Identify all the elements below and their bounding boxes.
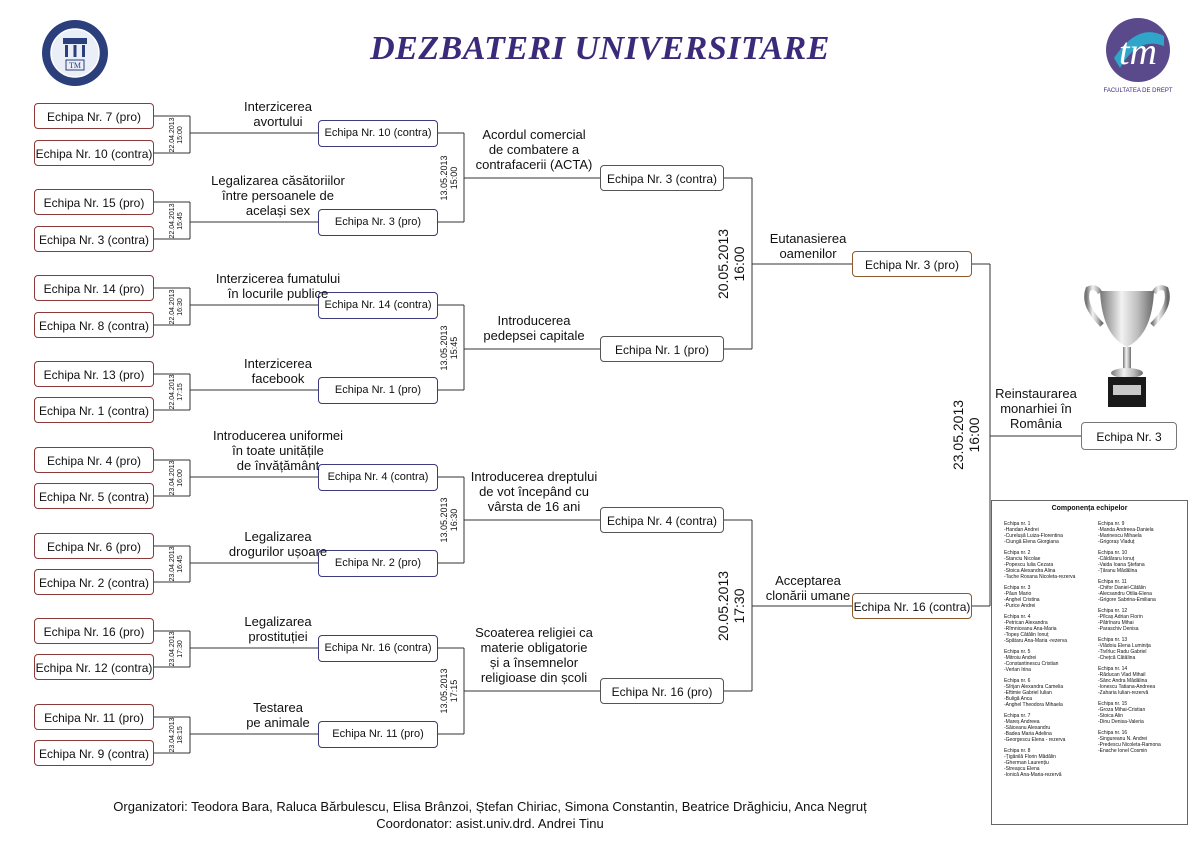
legend-member: -Sânc Andra Mădălina bbox=[1098, 678, 1148, 684]
round3-date bbox=[715, 564, 747, 648]
legend-member: -Groza Mihai-Cristian bbox=[1098, 707, 1146, 713]
topic-line: Acordul comercial bbox=[482, 127, 586, 142]
legend-member: -Răducan Vlad Mihail bbox=[1098, 672, 1146, 678]
champion-box: Echipa Nr. 3 bbox=[1081, 422, 1177, 450]
legend-member: -Stoica Alexandra Alina bbox=[1004, 568, 1056, 574]
round3-team-box: Echipa Nr. 16 (pro) bbox=[600, 678, 724, 704]
final-date bbox=[950, 393, 982, 477]
round1-date bbox=[169, 542, 185, 586]
legend-column-right bbox=[1098, 521, 1190, 759]
legend-member: -Stanciu Nicolae bbox=[1004, 556, 1041, 562]
legend-member: -Badea Maria Adelina bbox=[1004, 731, 1052, 737]
match-date: 22.04.2013 bbox=[169, 374, 176, 410]
legend-member: -Țăranu Mădălina bbox=[1098, 568, 1138, 574]
legend-member: -Predescu Nicoleta-Ramona bbox=[1098, 742, 1161, 748]
round2-topic bbox=[444, 469, 624, 514]
legend-team-name: Echipa nr. 11 bbox=[1098, 579, 1127, 585]
faculty-logo-icon bbox=[1102, 16, 1174, 94]
legend-member: -Păun Mario bbox=[1004, 591, 1032, 597]
legend-team bbox=[1098, 521, 1190, 545]
topic-line: Interzicerea fumatului bbox=[215, 271, 341, 286]
teams-legend bbox=[991, 500, 1188, 825]
topic-line: Scoaterea religiei ca bbox=[475, 625, 593, 640]
topic-line: Legalizarea bbox=[244, 614, 312, 629]
topic-line: religioase din școli bbox=[480, 670, 588, 685]
round3-team-box: Echipa Nr. 4 (contra) bbox=[600, 507, 724, 533]
match-time: 15:45 bbox=[449, 336, 459, 359]
topic-line: de combatere a bbox=[488, 142, 580, 157]
topic-line: Introducerea dreptului bbox=[470, 469, 598, 484]
match-time: 16:00 bbox=[966, 417, 982, 453]
legend-team bbox=[1004, 521, 1096, 545]
legend-member: -Popescu Iulia Cezara bbox=[1004, 562, 1054, 568]
legend-member: -Ciungă Elena Giorgiana bbox=[1004, 539, 1059, 545]
round1-team-box: Echipa Nr. 3 (contra) bbox=[34, 226, 154, 252]
round1-team-box: Echipa Nr. 10 (contra) bbox=[34, 140, 154, 166]
round1-topic bbox=[188, 529, 368, 559]
round1-topic bbox=[188, 614, 368, 644]
round1-date bbox=[169, 627, 185, 671]
legend-member: -Tache Roxana Nicoleta-rezerva bbox=[1004, 574, 1076, 580]
legend-team-name: Echipa nr. 12 bbox=[1098, 608, 1128, 614]
match-date: 13.05.2013 bbox=[439, 497, 449, 543]
legend-member: -Verlan Irina bbox=[1004, 667, 1031, 673]
round1-team-box: Echipa Nr. 13 (pro) bbox=[34, 361, 154, 387]
legend-member: -Săiceanu Alexandru bbox=[1004, 725, 1051, 731]
round1-team-box: Echipa Nr. 9 (contra) bbox=[34, 740, 154, 766]
topic-line: materie obligatorie bbox=[480, 640, 588, 655]
legend-team-name: Echipa nr. 10 bbox=[1098, 550, 1128, 556]
round1-team-box: Echipa Nr. 8 (contra) bbox=[34, 312, 154, 338]
topic-line: vârsta de 16 ani bbox=[487, 499, 581, 514]
round1-topic bbox=[188, 356, 368, 386]
topic-line: pedepsei capitale bbox=[483, 328, 585, 343]
legend-member: -Dinu Denisa-Valeria bbox=[1098, 719, 1144, 725]
match-date: 22.04.2013 bbox=[169, 202, 176, 239]
legend-member: -Curelușă Luiza-Florentina bbox=[1004, 533, 1063, 539]
legend-team-name: Echipa nr. 16 bbox=[1098, 730, 1128, 736]
topic-line: monarhiei în bbox=[1000, 401, 1072, 416]
legend-member: -Petrican Alexandra bbox=[1004, 620, 1048, 626]
legend-member: -Spătaru Ana-Maria -rezerva bbox=[1004, 638, 1068, 644]
legend-member: -Paraschiv Denisa bbox=[1098, 626, 1139, 632]
match-time: 16:45 bbox=[177, 555, 184, 573]
match-time: 16:30 bbox=[449, 508, 459, 532]
round1-topic bbox=[188, 700, 368, 730]
topic-line: Legalizarea bbox=[244, 529, 312, 544]
legend-member: -Chifor Daniel-Cătălin bbox=[1098, 585, 1146, 591]
round1-date bbox=[169, 113, 185, 157]
round1-team-box: Echipa Nr. 11 (pro) bbox=[34, 704, 154, 730]
match-date: 23.04.2013 bbox=[169, 546, 176, 582]
topic-line: Legalizarea căsătoriilor bbox=[211, 173, 345, 188]
topic-line: Introducerea bbox=[497, 313, 571, 328]
legend-team-name: Echipa nr. 3 bbox=[1004, 585, 1031, 591]
match-time: 16:00 bbox=[177, 469, 184, 487]
legend-member: -Ionescu Tatiana-Andreea bbox=[1098, 684, 1156, 690]
legend-member: -Mareș Andreea bbox=[1004, 719, 1040, 725]
topic-line: între persoanele de bbox=[221, 188, 335, 203]
faculty-caption: FACULTATEA DE DREPT bbox=[1103, 88, 1173, 94]
legend-team-name: Echipa nr. 5 bbox=[1004, 649, 1031, 655]
round2-topic bbox=[444, 127, 624, 172]
legend-team-name: Echipa nr. 8 bbox=[1004, 748, 1031, 754]
legend-team bbox=[1004, 713, 1096, 743]
match-date: 23.04.2013 bbox=[169, 717, 176, 753]
topic-line: Eutanasierea bbox=[769, 231, 847, 246]
topic-line: oamenilor bbox=[779, 246, 837, 261]
match-date: 23.04.2013 bbox=[169, 631, 176, 667]
legend-member: -Vaida Ioana Ștefana bbox=[1098, 562, 1145, 568]
round3-team-box: Echipa Nr. 3 (contra) bbox=[600, 165, 724, 191]
legend-team bbox=[1004, 550, 1096, 580]
round1-date bbox=[169, 713, 185, 757]
match-time: 16:30 bbox=[177, 297, 184, 316]
legend-member: -Zaharia Iulian-rezervă bbox=[1098, 690, 1149, 696]
round2-topic bbox=[444, 625, 624, 685]
legend-member: -Marinescu Mihaela bbox=[1098, 533, 1142, 539]
legend-team bbox=[1098, 730, 1190, 754]
topic-line: în locurile publice bbox=[227, 286, 329, 301]
legend-member: -Tivîrluc Radu Gabriel bbox=[1098, 649, 1147, 655]
legend-member: -Stoica Alin bbox=[1098, 713, 1124, 719]
legend-team bbox=[1098, 608, 1190, 632]
match-time: 15:00 bbox=[449, 166, 459, 189]
round1-team-box: Echipa Nr. 5 (contra) bbox=[34, 483, 154, 509]
legend-team-name: Echipa nr. 2 bbox=[1004, 550, 1031, 556]
topic-line: prostituției bbox=[248, 629, 308, 644]
match-time: 17:30 bbox=[731, 587, 747, 624]
legend-team bbox=[1004, 678, 1096, 708]
legend-team-name: Echipa nr. 15 bbox=[1098, 701, 1128, 707]
legend-member: -Căldăraru Ionuț bbox=[1098, 556, 1135, 562]
round2-date bbox=[439, 316, 459, 380]
legend-column-left bbox=[1004, 521, 1096, 783]
legend-member: -Grigoraș Vladuț bbox=[1098, 539, 1135, 545]
legend-member: -Topeș Cătălin Ionuț bbox=[1004, 632, 1049, 638]
topic-line: Testarea bbox=[253, 700, 303, 715]
legend-team bbox=[1098, 550, 1190, 574]
topic-line: de învățământ bbox=[236, 458, 320, 473]
coordinator-text: Coordonator: asist.univ.drd. Andrei Tinu bbox=[376, 816, 604, 831]
legend-team-name: Echipa nr. 6 bbox=[1004, 678, 1031, 684]
legend-team-name: Echipa nr. 14 bbox=[1098, 666, 1128, 672]
round3-date bbox=[715, 222, 747, 306]
legend-team bbox=[1004, 649, 1096, 673]
round3-team-box: Echipa Nr. 1 (pro) bbox=[600, 336, 724, 362]
round1-team-box: Echipa Nr. 16 (pro) bbox=[34, 618, 154, 644]
round1-team-box: Echipa Nr. 1 (contra) bbox=[34, 397, 154, 423]
round2-team-box: Echipa Nr. 10 (contra) bbox=[318, 120, 438, 147]
topic-line: același sex bbox=[245, 203, 311, 218]
round2-team-box: Echipa Nr. 3 (pro) bbox=[318, 209, 438, 236]
legend-member: -Vlădoiu Elena Luminița bbox=[1098, 643, 1151, 649]
legend-member: -Chețcă Cătălina bbox=[1098, 655, 1136, 661]
round1-team-box: Echipa Nr. 15 (pro) bbox=[34, 189, 154, 215]
match-date: 13.05.2013 bbox=[439, 668, 449, 714]
legend-team-name: Echipa nr. 1 bbox=[1004, 521, 1031, 527]
topic-line: drogurilor ușoare bbox=[228, 544, 328, 559]
legend-member: -Grigore Sabrina-Emiliana bbox=[1098, 597, 1156, 603]
legend-team bbox=[1098, 666, 1190, 696]
round2-date bbox=[439, 488, 459, 552]
seal-initials: TM bbox=[69, 61, 81, 70]
legend-team-name: Echipa nr. 4 bbox=[1004, 614, 1031, 620]
final-team-box: Echipa Nr. 16 (contra) bbox=[852, 593, 972, 619]
legend-team-name: Echipa nr. 13 bbox=[1098, 637, 1128, 643]
topic-line: Introducerea uniformei bbox=[212, 428, 344, 443]
match-date: 23.05.2013 bbox=[950, 399, 966, 471]
round2-team-box: Echipa Nr. 4 (contra) bbox=[318, 464, 438, 491]
legend-member: -Eftimie Gabriel Iulian bbox=[1004, 690, 1052, 696]
legend-member: -Constantinescu Cristian bbox=[1004, 661, 1059, 667]
match-date: 22.04.2013 bbox=[169, 288, 176, 325]
match-date: 13.05.2013 bbox=[439, 324, 449, 371]
page-title: DEZBATERI UNIVERSITARE bbox=[370, 30, 830, 67]
match-time: 17:15 bbox=[177, 383, 184, 401]
round1-date bbox=[169, 370, 185, 414]
match-date: 23.04.2013 bbox=[169, 460, 176, 496]
round1-topic bbox=[188, 428, 368, 473]
round1-team-box: Echipa Nr. 2 (contra) bbox=[34, 569, 154, 595]
match-date: 22.04.2013 bbox=[169, 116, 176, 153]
match-time: 17:15 bbox=[449, 679, 459, 703]
legend-team bbox=[1098, 701, 1190, 725]
round1-team-box: Echipa Nr. 14 (pro) bbox=[34, 275, 154, 301]
round2-team-box: Echipa Nr. 1 (pro) bbox=[318, 377, 438, 404]
round1-topic bbox=[188, 271, 368, 301]
round2-topic bbox=[444, 313, 624, 343]
legend-team bbox=[1004, 748, 1096, 778]
round2-team-box: Echipa Nr. 2 (pro) bbox=[318, 550, 438, 577]
round1-team-box: Echipa Nr. 4 (pro) bbox=[34, 447, 154, 473]
topic-line: Reinstaurarea bbox=[995, 386, 1077, 401]
match-time: 15:45 bbox=[177, 211, 184, 230]
topic-line: avortului bbox=[253, 114, 303, 129]
round2-date bbox=[439, 659, 459, 723]
round1-team-box: Echipa Nr. 7 (pro) bbox=[34, 103, 154, 129]
legend-member: -Purice Andrei bbox=[1004, 603, 1036, 609]
legend-team bbox=[1098, 579, 1190, 603]
legend-member: -Manda Andreea-Daniela bbox=[1098, 527, 1154, 533]
legend-member: -Sîrijan Alexandra Camelia bbox=[1004, 684, 1064, 690]
legend-member: -Ionică Ana-Maria-rezervă bbox=[1004, 772, 1062, 778]
legend-member: -Enache Ionel Cosmin bbox=[1098, 748, 1148, 754]
legend-title: Componența echipelor bbox=[1051, 505, 1128, 512]
match-time: 18:15 bbox=[177, 726, 184, 744]
legend-member: -Țigănilă Florin Mădălin bbox=[1004, 754, 1056, 760]
round1-team-box: Echipa Nr. 12 (contra) bbox=[34, 654, 154, 680]
legend-member: -Rîmniceanu Ana-Maria bbox=[1004, 626, 1057, 632]
topic-line: și a însemnelor bbox=[489, 655, 579, 670]
topic-line: Acceptarea bbox=[775, 573, 841, 588]
university-seal-icon bbox=[40, 18, 110, 88]
topic-line: în toate unitățile bbox=[232, 443, 324, 458]
topic-line: contrafacerii (ACTA) bbox=[475, 157, 593, 172]
legend-member: -Alecsandru Otilia-Elena bbox=[1098, 591, 1152, 597]
legend-member: -Gherman Laurențiu bbox=[1004, 760, 1049, 766]
topic-line: clonării umane bbox=[765, 588, 851, 603]
match-date: 20.05.2013 bbox=[715, 570, 731, 641]
match-date: 13.05.2013 bbox=[439, 154, 449, 201]
round1-team-box: Echipa Nr. 6 (pro) bbox=[34, 533, 154, 559]
topic-line: facebook bbox=[251, 371, 305, 386]
faculty-initials: tm bbox=[1119, 31, 1157, 73]
legend-member: -Pîlcaș Adrian Florin bbox=[1098, 614, 1143, 620]
legend-team-name: Echipa nr. 7 bbox=[1004, 713, 1031, 719]
round2-date bbox=[439, 146, 459, 210]
round1-date bbox=[169, 456, 185, 500]
match-date: 20.05.2013 bbox=[715, 228, 731, 299]
legend-member: -Handan Andrei bbox=[1004, 527, 1039, 533]
legend-team bbox=[1098, 637, 1190, 661]
round1-date bbox=[169, 199, 185, 243]
organizers-text: Organizatori: Teodora Bara, Raluca Bărbulescu, Elisa Brânzoi, Ștefan Chiriac, Simona Constantin, Beatrice Drăghiciu, Anca Negruț bbox=[113, 799, 867, 814]
round2-team-box: Echipa Nr. 14 (contra) bbox=[318, 292, 438, 319]
legend-team-name: Echipa nr. 9 bbox=[1098, 521, 1125, 527]
round2-team-box: Echipa Nr. 11 (pro) bbox=[318, 721, 438, 748]
legend-member: -Singureanu N. Andrei bbox=[1098, 736, 1148, 742]
final-team-box: Echipa Nr. 3 (pro) bbox=[852, 251, 972, 277]
legend-member: -Pătrînaru Mihai bbox=[1098, 620, 1134, 626]
topic-line: Interzicerea bbox=[244, 99, 312, 114]
legend-team bbox=[1004, 614, 1096, 644]
legend-member: -Streașcu Elena bbox=[1004, 766, 1040, 772]
round2-team-box: Echipa Nr. 16 (contra) bbox=[318, 635, 438, 662]
legend-member: -Buligă Anca bbox=[1004, 696, 1033, 702]
topic-line: de vot începând cu bbox=[479, 484, 589, 499]
match-time: 16:00 bbox=[731, 245, 747, 282]
round1-topic bbox=[188, 173, 368, 218]
round1-topic bbox=[188, 99, 368, 129]
legend-team bbox=[1004, 585, 1096, 609]
match-time: 15:00 bbox=[177, 125, 184, 144]
topic-line: România bbox=[1009, 416, 1063, 431]
topic-line: pe animale bbox=[246, 715, 310, 730]
legend-member: -Anghel Cristina bbox=[1004, 597, 1040, 603]
match-time: 17:30 bbox=[177, 640, 184, 658]
round1-date bbox=[169, 285, 185, 329]
legend-member: -Georgescu Elena - rezerva bbox=[1004, 737, 1066, 743]
topic-line: Interzicerea bbox=[244, 356, 312, 371]
legend-member: -Mitroiu Andrei bbox=[1004, 655, 1037, 661]
legend-member: -Anghel Theodora Mihaela bbox=[1004, 702, 1063, 708]
